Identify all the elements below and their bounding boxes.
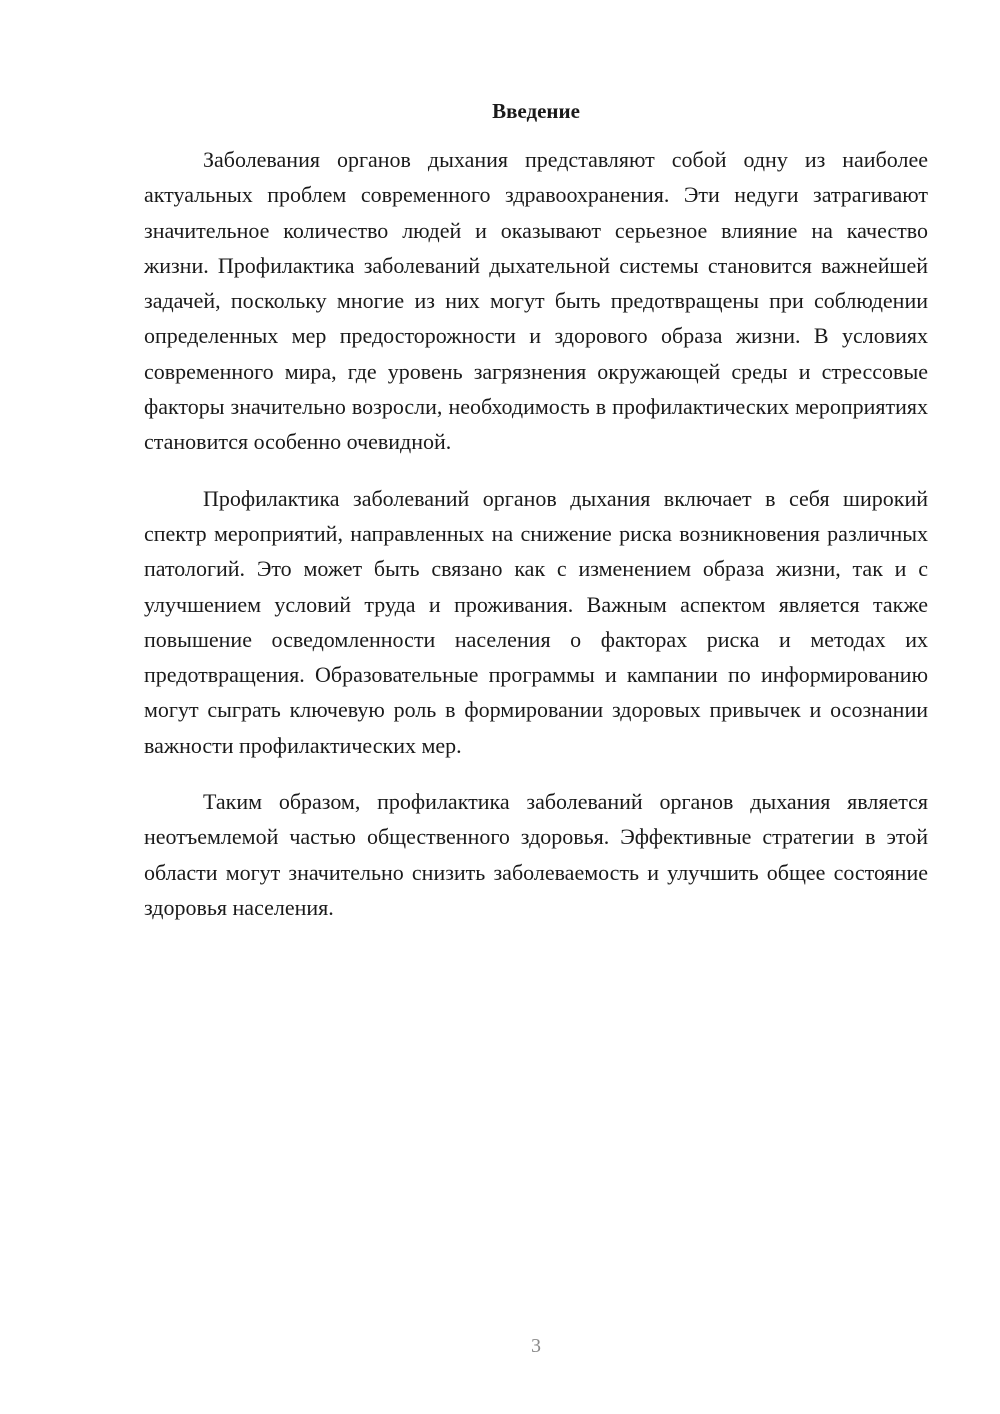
- paragraph-3: Таким образом, профилактика заболеваний органов дыхания является неотъемлемой частью общественного здоровья. Эффективные стратегии в этой области могут значительно снизить заболеваемость и улучшить общее состояние здоровья населения.: [144, 789, 928, 920]
- section-heading: Введение: [492, 99, 580, 123]
- document-body: [144, 142, 928, 925]
- paragraph-1: Заболевания органов дыхания представляют собой одну из наиболее актуальных проблем современного здравоохранения. Эти недуги затрагивают значительное количество людей и оказывают серьезное влияние на качество жизни. Профилактика заболеваний дыхательной системы становится важнейшей задачей, поскольку многие из них могут быть предотвращены при соблюдении определенных мер предосторожности и здорового образа жизни. В условиях современного мира, где уровень загрязнения окружающей среды и стрессовые факторы значительно возросли, необходимость в профилактических мероприятиях становится особенно очевидной.: [144, 147, 928, 455]
- page-number: 3: [531, 1335, 541, 1357]
- paragraph-2: Профилактика заболеваний органов дыхания включает в себя широкий спектр мероприятий, направленных на снижение риска возникновения различных патологий. Это может быть связано как с изменением образа жизни, так и с улучшением условий труда и проживания. Важным аспектом является также повышение осведомленности населения о факторах риска и методах их предотвращения. Образовательные программы и кампании по информированию могут сыграть ключевую роль в формировании здоровых привычек и осознании важности профилактических мер.: [144, 485, 928, 758]
